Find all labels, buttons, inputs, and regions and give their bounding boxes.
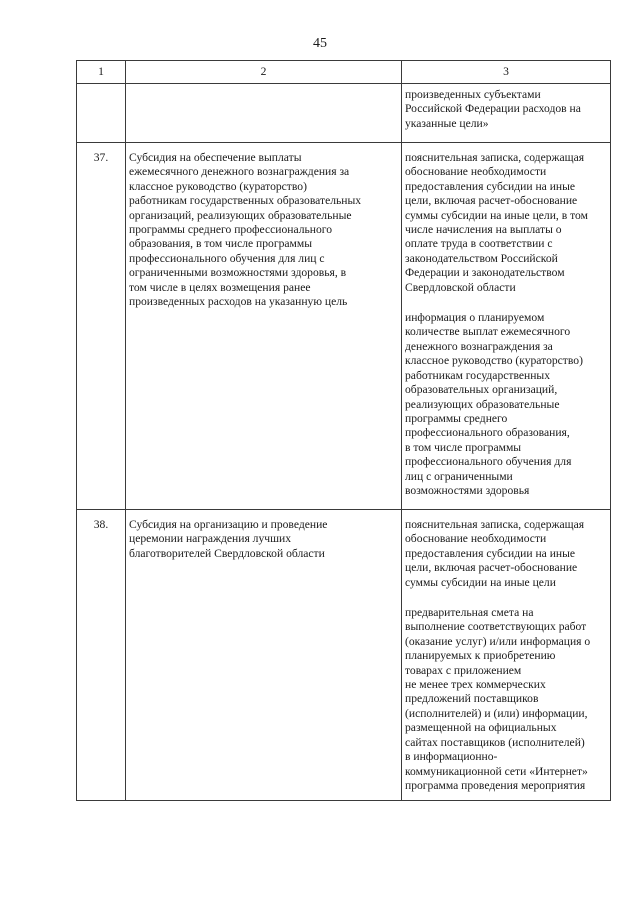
header-col-2: 2: [126, 61, 402, 84]
continuation-text: произведенных субъектами Российской Федерации расходов на указанные цели»: [405, 88, 581, 130]
paragraph-gap: [405, 590, 607, 606]
row-number: 38.: [77, 510, 126, 801]
header-col-3: 3: [402, 61, 611, 84]
document-item: пояснительная записка, содержащая обоснование необходимости предоставления субсидии на иные цели, включая расчет-обоснование суммы субсидии на иные цели, в том числе начисления на выплаты о оплате труда в соответствии с законодательством Российской Федерации и законодательством Свердловской области: [405, 151, 588, 294]
subsidy-description: Субсидия на обеспечение выплаты ежемесячного денежного вознаграждения за классное руководство (кураторство) работникам государственных образовательных организаций, реализующих образовательные программы среднего профессионального образования, в том числе программы профессионального обучения для лиц с ограниченными возможностями здоровья, в том числе в целях возмещения ранее произведенных расходов на указанную цель: [129, 151, 362, 309]
document-item: предварительная смета на выполнение соответствующих работ (оказание услуг) и/или информация о планируемых к приобретению товарах с приложением не менее трех коммерческих предложений поставщиков (исполнителей) и (или) информации, размещенной на официальных сайтах поставщиков (исполнителей) в информационно- коммуникационной сети «Интернет» программа проведения мероприятия: [405, 606, 591, 792]
paragraph-gap: [405, 295, 607, 311]
row-description: [126, 510, 402, 801]
table-header-row: [77, 61, 611, 84]
table-row: [77, 143, 611, 510]
continuation-description-cell: [126, 84, 402, 143]
row-documents: [402, 143, 611, 510]
continuation-number-cell: [77, 84, 126, 143]
document-item: информация о планируемом количестве выплат ежемесячного денежного вознаграждения за классное руководство (кураторство) работникам государственных образовательных организаций, реализующих образовательные программы среднего профессионального образования, в том числе программы профессионального обучения для лиц с ограниченными возможностями здоровья: [405, 311, 583, 497]
document-item: пояснительная записка, содержащая обоснование необходимости предоставления субсидии на иные цели, включая расчет-обоснование суммы субсидии на иные цели: [405, 518, 585, 589]
subsidy-description: Субсидия на организацию и проведение церемонии награждения лучших благотворителей Свердловской области: [129, 518, 328, 560]
header-col-1: 1: [77, 61, 126, 84]
row-description: [126, 143, 402, 510]
requirements-table: [76, 60, 611, 801]
row-number: 37.: [77, 143, 126, 510]
continuation-row: [77, 84, 611, 143]
page-number: 45: [313, 36, 327, 51]
row-documents: [402, 510, 611, 801]
continuation-documents-cell: [402, 84, 611, 143]
table-row: [77, 510, 611, 801]
